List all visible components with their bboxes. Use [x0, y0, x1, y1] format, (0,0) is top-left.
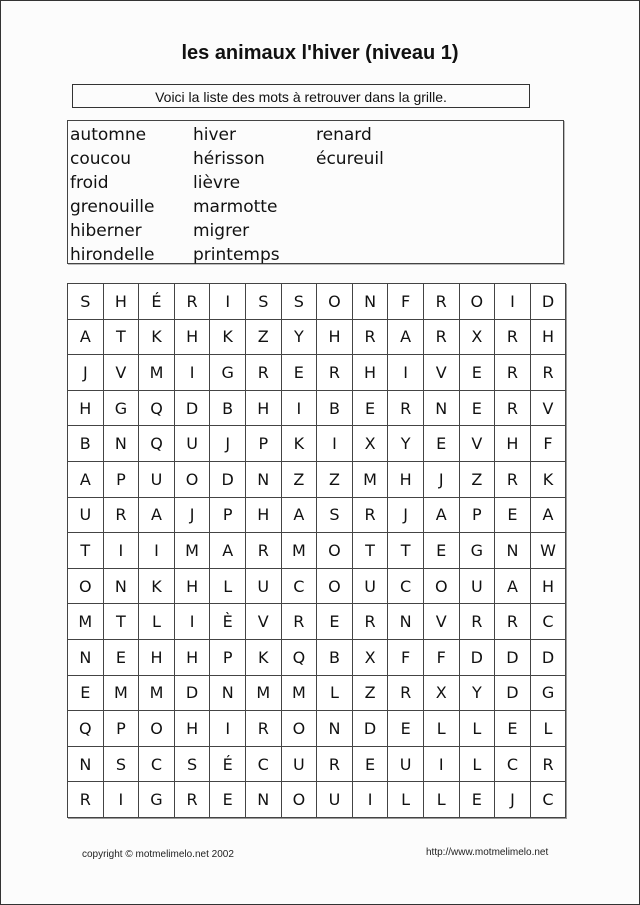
grid-cell[interactable]: T	[388, 533, 424, 569]
grid-cell[interactable]: H	[68, 390, 104, 426]
grid-cell[interactable]: R	[317, 355, 353, 391]
grid-cell[interactable]: Q	[139, 390, 175, 426]
grid-cell[interactable]: O	[139, 711, 175, 747]
grid-cell[interactable]: R	[103, 497, 139, 533]
grid-cell[interactable]: R	[423, 284, 459, 320]
grid-cell[interactable]: R	[530, 746, 566, 782]
grid-cell[interactable]: H	[174, 711, 210, 747]
word-column	[316, 123, 384, 171]
grid-cell[interactable]: L	[423, 782, 459, 818]
grid-cell[interactable]: E	[317, 604, 353, 640]
grid-cell[interactable]: U	[281, 746, 317, 782]
grid-cell[interactable]: H	[495, 426, 531, 462]
grid-cell[interactable]: B	[317, 390, 353, 426]
word-list-box	[67, 120, 564, 264]
grid-cell[interactable]: R	[317, 746, 353, 782]
grid-cell[interactable]: E	[495, 711, 531, 747]
grid-cell[interactable]: U	[388, 746, 424, 782]
grid-cell[interactable]: K	[139, 319, 175, 355]
grid-cell[interactable]: Y	[281, 319, 317, 355]
grid-cell[interactable]: I	[352, 782, 388, 818]
grid-cell[interactable]: J	[495, 782, 531, 818]
grid-cell[interactable]: U	[245, 568, 281, 604]
grid-cell[interactable]: Q	[68, 711, 104, 747]
grid-cell[interactable]: D	[210, 461, 246, 497]
grid-cell[interactable]: S	[245, 284, 281, 320]
grid-cell[interactable]: E	[423, 426, 459, 462]
grid-cell[interactable]: E	[459, 355, 495, 391]
grid-cell[interactable]: R	[388, 390, 424, 426]
grid-cell[interactable]: H	[174, 639, 210, 675]
grid-cell[interactable]: X	[352, 426, 388, 462]
grid-cell[interactable]: R	[245, 355, 281, 391]
word-list-item: renard	[316, 125, 372, 145]
word-list-item: hérisson	[193, 149, 265, 169]
word-list-item: froid	[70, 173, 109, 193]
word-list-item: écureuil	[316, 149, 384, 169]
grid-cell[interactable]: Z	[352, 675, 388, 711]
grid-cell[interactable]: H	[245, 497, 281, 533]
grid-cell[interactable]: A	[68, 319, 104, 355]
grid-cell[interactable]: P	[245, 426, 281, 462]
grid-cell[interactable]: C	[139, 746, 175, 782]
grid-cell[interactable]: O	[459, 284, 495, 320]
grid-cell[interactable]: P	[210, 639, 246, 675]
grid-cell[interactable]: X	[352, 639, 388, 675]
grid-cell[interactable]: E	[103, 639, 139, 675]
grid-cell[interactable]: G	[139, 782, 175, 818]
grid-cell[interactable]: Q	[139, 426, 175, 462]
grid-cell[interactable]: Z	[459, 461, 495, 497]
grid-cell[interactable]: R	[281, 604, 317, 640]
grid-cell[interactable]: O	[317, 568, 353, 604]
grid-row	[68, 568, 566, 604]
grid-cell[interactable]: R	[68, 782, 104, 818]
grid-cell[interactable]: R	[352, 497, 388, 533]
grid-row	[68, 639, 566, 675]
grid-cell[interactable]: M	[103, 675, 139, 711]
grid-cell[interactable]: D	[495, 675, 531, 711]
grid-cell[interactable]: H	[174, 319, 210, 355]
grid-cell[interactable]: H	[139, 639, 175, 675]
grid-cell[interactable]: D	[174, 390, 210, 426]
grid-cell[interactable]: T	[103, 319, 139, 355]
grid-cell[interactable]: H	[530, 568, 566, 604]
word-list-item: migrer	[193, 221, 250, 241]
grid-cell[interactable]: J	[210, 426, 246, 462]
grid-cell[interactable]: S	[317, 497, 353, 533]
grid-cell[interactable]: X	[459, 319, 495, 355]
grid-cell[interactable]: V	[103, 355, 139, 391]
grid-cell[interactable]: R	[423, 319, 459, 355]
grid-cell[interactable]: R	[495, 461, 531, 497]
grid-cell[interactable]: R	[495, 319, 531, 355]
word-column	[193, 123, 280, 267]
page-title: les animaux l'hiver (niveau 1)	[181, 42, 459, 64]
grid-cell[interactable]: L	[423, 711, 459, 747]
grid-cell[interactable]: È	[210, 604, 246, 640]
word-list-item: grenouille	[70, 197, 155, 217]
grid-cell[interactable]: É	[210, 746, 246, 782]
grid-cell[interactable]: L	[459, 746, 495, 782]
grid-cell[interactable]: O	[317, 284, 353, 320]
grid-cell[interactable]: M	[139, 675, 175, 711]
grid-cell[interactable]: O	[281, 711, 317, 747]
grid-cell[interactable]: D	[352, 711, 388, 747]
grid-cell[interactable]: J	[423, 461, 459, 497]
grid-cell[interactable]: P	[210, 497, 246, 533]
grid-cell[interactable]: E	[352, 390, 388, 426]
grid-cell[interactable]: C	[495, 746, 531, 782]
grid-cell[interactable]: M	[352, 461, 388, 497]
grid-cell[interactable]: U	[352, 568, 388, 604]
grid-cell[interactable]: N	[423, 390, 459, 426]
grid-cell[interactable]: I	[210, 711, 246, 747]
grid-row	[68, 319, 566, 355]
grid-cell[interactable]: H	[174, 568, 210, 604]
grid-row	[68, 746, 566, 782]
grid-row	[68, 284, 566, 320]
grid-cell[interactable]: N	[103, 568, 139, 604]
grid-cell[interactable]: D	[495, 639, 531, 675]
grid-cell[interactable]: Z	[317, 461, 353, 497]
grid-cell[interactable]: N	[245, 782, 281, 818]
grid-cell[interactable]: H	[530, 319, 566, 355]
grid-cell[interactable]: V	[530, 390, 566, 426]
grid-cell[interactable]: I	[174, 604, 210, 640]
grid-cell[interactable]: E	[352, 746, 388, 782]
grid-cell[interactable]: Z	[245, 319, 281, 355]
grid-cell[interactable]: A	[139, 497, 175, 533]
word-list-item: printemps	[193, 245, 280, 265]
grid-cell[interactable]: E	[495, 497, 531, 533]
word-list-item: hirondelle	[70, 245, 155, 265]
copyright-text: copyright © motmelimelo.net 2002	[82, 849, 234, 860]
grid-cell[interactable]: V	[245, 604, 281, 640]
grid-cell[interactable]: H	[388, 461, 424, 497]
grid-cell[interactable]: E	[388, 711, 424, 747]
grid-cell[interactable]: B	[68, 426, 104, 462]
grid-cell[interactable]: S	[174, 746, 210, 782]
grid-cell[interactable]: Z	[281, 461, 317, 497]
grid-cell[interactable]: V	[459, 426, 495, 462]
grid-row	[68, 533, 566, 569]
grid-cell[interactable]: N	[245, 461, 281, 497]
grid-cell[interactable]: F	[530, 426, 566, 462]
grid-cell[interactable]: H	[103, 284, 139, 320]
grid-cell[interactable]: I	[495, 284, 531, 320]
grid-cell[interactable]: B	[317, 639, 353, 675]
grid-cell[interactable]: O	[423, 568, 459, 604]
grid-cell[interactable]: F	[388, 639, 424, 675]
grid-cell[interactable]: U	[139, 461, 175, 497]
grid-row	[68, 604, 566, 640]
grid-row	[68, 390, 566, 426]
grid-cell[interactable]: W	[530, 533, 566, 569]
grid-cell[interactable]: F	[388, 284, 424, 320]
grid-cell[interactable]: D	[530, 639, 566, 675]
grid-cell[interactable]: U	[174, 426, 210, 462]
grid-cell[interactable]: L	[388, 782, 424, 818]
grid-cell[interactable]: K	[281, 426, 317, 462]
grid-cell[interactable]: E	[459, 390, 495, 426]
grid-cell[interactable]: O	[317, 533, 353, 569]
grid-cell[interactable]: U	[459, 568, 495, 604]
grid-cell[interactable]: N	[103, 426, 139, 462]
grid-row	[68, 711, 566, 747]
grid-cell[interactable]: R	[352, 319, 388, 355]
grid-cell[interactable]: G	[530, 675, 566, 711]
word-search-grid	[67, 283, 566, 818]
grid-cell[interactable]: O	[68, 568, 104, 604]
grid-cell[interactable]: A	[530, 497, 566, 533]
word-list-item: hiver	[193, 125, 237, 145]
grid-cell[interactable]: I	[210, 284, 246, 320]
word-list-item: coucou	[70, 149, 132, 169]
grid-cell[interactable]: C	[281, 568, 317, 604]
grid-cell[interactable]: V	[423, 604, 459, 640]
grid-cell[interactable]: É	[139, 284, 175, 320]
grid-cell[interactable]: I	[139, 533, 175, 569]
grid-cell[interactable]: Y	[459, 675, 495, 711]
grid-cell[interactable]: U	[68, 497, 104, 533]
grid-cell[interactable]: I	[281, 390, 317, 426]
grid-row	[68, 461, 566, 497]
grid-row	[68, 497, 566, 533]
grid-cell[interactable]: R	[245, 533, 281, 569]
grid-row	[68, 675, 566, 711]
grid-row	[68, 355, 566, 391]
grid-cell[interactable]: J	[68, 355, 104, 391]
word-list-item: automne	[70, 125, 147, 145]
grid-cell[interactable]: X	[423, 675, 459, 711]
grid-cell[interactable]: I	[103, 533, 139, 569]
grid-cell[interactable]: E	[423, 533, 459, 569]
grid-cell[interactable]: D	[530, 284, 566, 320]
grid-cell[interactable]: Y	[388, 426, 424, 462]
grid-row	[68, 782, 566, 818]
grid-cell[interactable]: G	[459, 533, 495, 569]
grid-cell[interactable]: T	[352, 533, 388, 569]
grid-cell[interactable]: R	[174, 782, 210, 818]
grid-cell[interactable]: E	[459, 782, 495, 818]
word-column	[70, 123, 154, 267]
grid-cell[interactable]: C	[245, 746, 281, 782]
word-list-item: hiberner	[70, 221, 142, 241]
grid-cell[interactable]: A	[388, 319, 424, 355]
grid-cell[interactable]: C	[388, 568, 424, 604]
grid-cell[interactable]: O	[174, 461, 210, 497]
grid-cell[interactable]: F	[423, 639, 459, 675]
grid-cell[interactable]: N	[210, 675, 246, 711]
grid-cell[interactable]: C	[530, 782, 566, 818]
grid-cell[interactable]: B	[210, 390, 246, 426]
grid-row	[68, 426, 566, 462]
word-list-item: marmotte	[193, 197, 278, 217]
grid-cell[interactable]: R	[495, 604, 531, 640]
grid-cell[interactable]: G	[210, 355, 246, 391]
grid-cell[interactable]: E	[210, 782, 246, 818]
grid-cell[interactable]: E	[281, 355, 317, 391]
grid-cell[interactable]: N	[68, 746, 104, 782]
grid-cell[interactable]: I	[388, 355, 424, 391]
grid-cell[interactable]: S	[281, 284, 317, 320]
grid-cell[interactable]: R	[495, 390, 531, 426]
grid-cell[interactable]: C	[530, 604, 566, 640]
grid-cell[interactable]: P	[103, 461, 139, 497]
grid-cell[interactable]: Q	[281, 639, 317, 675]
grid-cell[interactable]: P	[103, 711, 139, 747]
grid-cell[interactable]: T	[68, 533, 104, 569]
grid-cell[interactable]: R	[530, 355, 566, 391]
grid-cell[interactable]: K	[530, 461, 566, 497]
grid-cell[interactable]: N	[352, 284, 388, 320]
grid-cell[interactable]: N	[317, 711, 353, 747]
grid-cell[interactable]: R	[352, 604, 388, 640]
grid-cell[interactable]: M	[139, 355, 175, 391]
grid-cell[interactable]: L	[459, 711, 495, 747]
grid-cell[interactable]: D	[174, 675, 210, 711]
grid-cell[interactable]: A	[495, 568, 531, 604]
grid-cell[interactable]: N	[68, 639, 104, 675]
grid-cell[interactable]: K	[245, 639, 281, 675]
grid-cell[interactable]: U	[317, 782, 353, 818]
grid-cell[interactable]: K	[210, 319, 246, 355]
grid-cell[interactable]: S	[103, 746, 139, 782]
website-link[interactable]: http://www.motmelimelo.net	[426, 847, 549, 858]
grid-cell[interactable]: J	[174, 497, 210, 533]
grid-cell[interactable]: N	[388, 604, 424, 640]
grid-cell[interactable]: H	[245, 390, 281, 426]
grid-cell[interactable]: R	[495, 355, 531, 391]
word-list-item: lièvre	[193, 173, 241, 193]
grid-cell[interactable]: L	[139, 604, 175, 640]
grid-cell[interactable]: J	[388, 497, 424, 533]
grid-cell[interactable]: L	[210, 568, 246, 604]
grid-cell[interactable]: I	[423, 746, 459, 782]
grid-cell[interactable]: K	[139, 568, 175, 604]
grid-cell[interactable]: M	[281, 675, 317, 711]
grid-cell[interactable]: I	[103, 782, 139, 818]
grid-cell[interactable]: M	[174, 533, 210, 569]
grid-cell[interactable]: H	[352, 355, 388, 391]
grid-cell[interactable]: M	[245, 675, 281, 711]
grid-cell[interactable]: S	[68, 284, 104, 320]
grid-cell[interactable]: A	[281, 497, 317, 533]
grid-cell[interactable]: R	[388, 675, 424, 711]
grid-cell[interactable]: R	[245, 711, 281, 747]
grid-cell[interactable]: P	[459, 497, 495, 533]
grid-cell[interactable]: D	[459, 639, 495, 675]
grid-cell[interactable]: V	[423, 355, 459, 391]
grid-cell[interactable]: R	[459, 604, 495, 640]
grid-cell[interactable]: I	[174, 355, 210, 391]
grid-cell[interactable]: H	[317, 319, 353, 355]
grid-cell[interactable]: M	[281, 533, 317, 569]
instruction-box: Voici la liste des mots à retrouver dans la grille.	[72, 84, 530, 108]
grid-cell[interactable]: G	[103, 390, 139, 426]
grid-cell[interactable]: M	[68, 604, 104, 640]
grid-cell[interactable]: A	[68, 461, 104, 497]
grid-cell[interactable]: R	[174, 284, 210, 320]
grid-cell[interactable]: A	[423, 497, 459, 533]
grid-cell[interactable]: L	[530, 711, 566, 747]
grid-cell[interactable]: O	[281, 782, 317, 818]
grid-cell[interactable]: A	[210, 533, 246, 569]
grid-cell[interactable]: T	[103, 604, 139, 640]
grid-cell[interactable]: L	[317, 675, 353, 711]
grid-cell[interactable]: E	[68, 675, 104, 711]
grid-cell[interactable]: N	[495, 533, 531, 569]
grid-cell[interactable]: I	[317, 426, 353, 462]
